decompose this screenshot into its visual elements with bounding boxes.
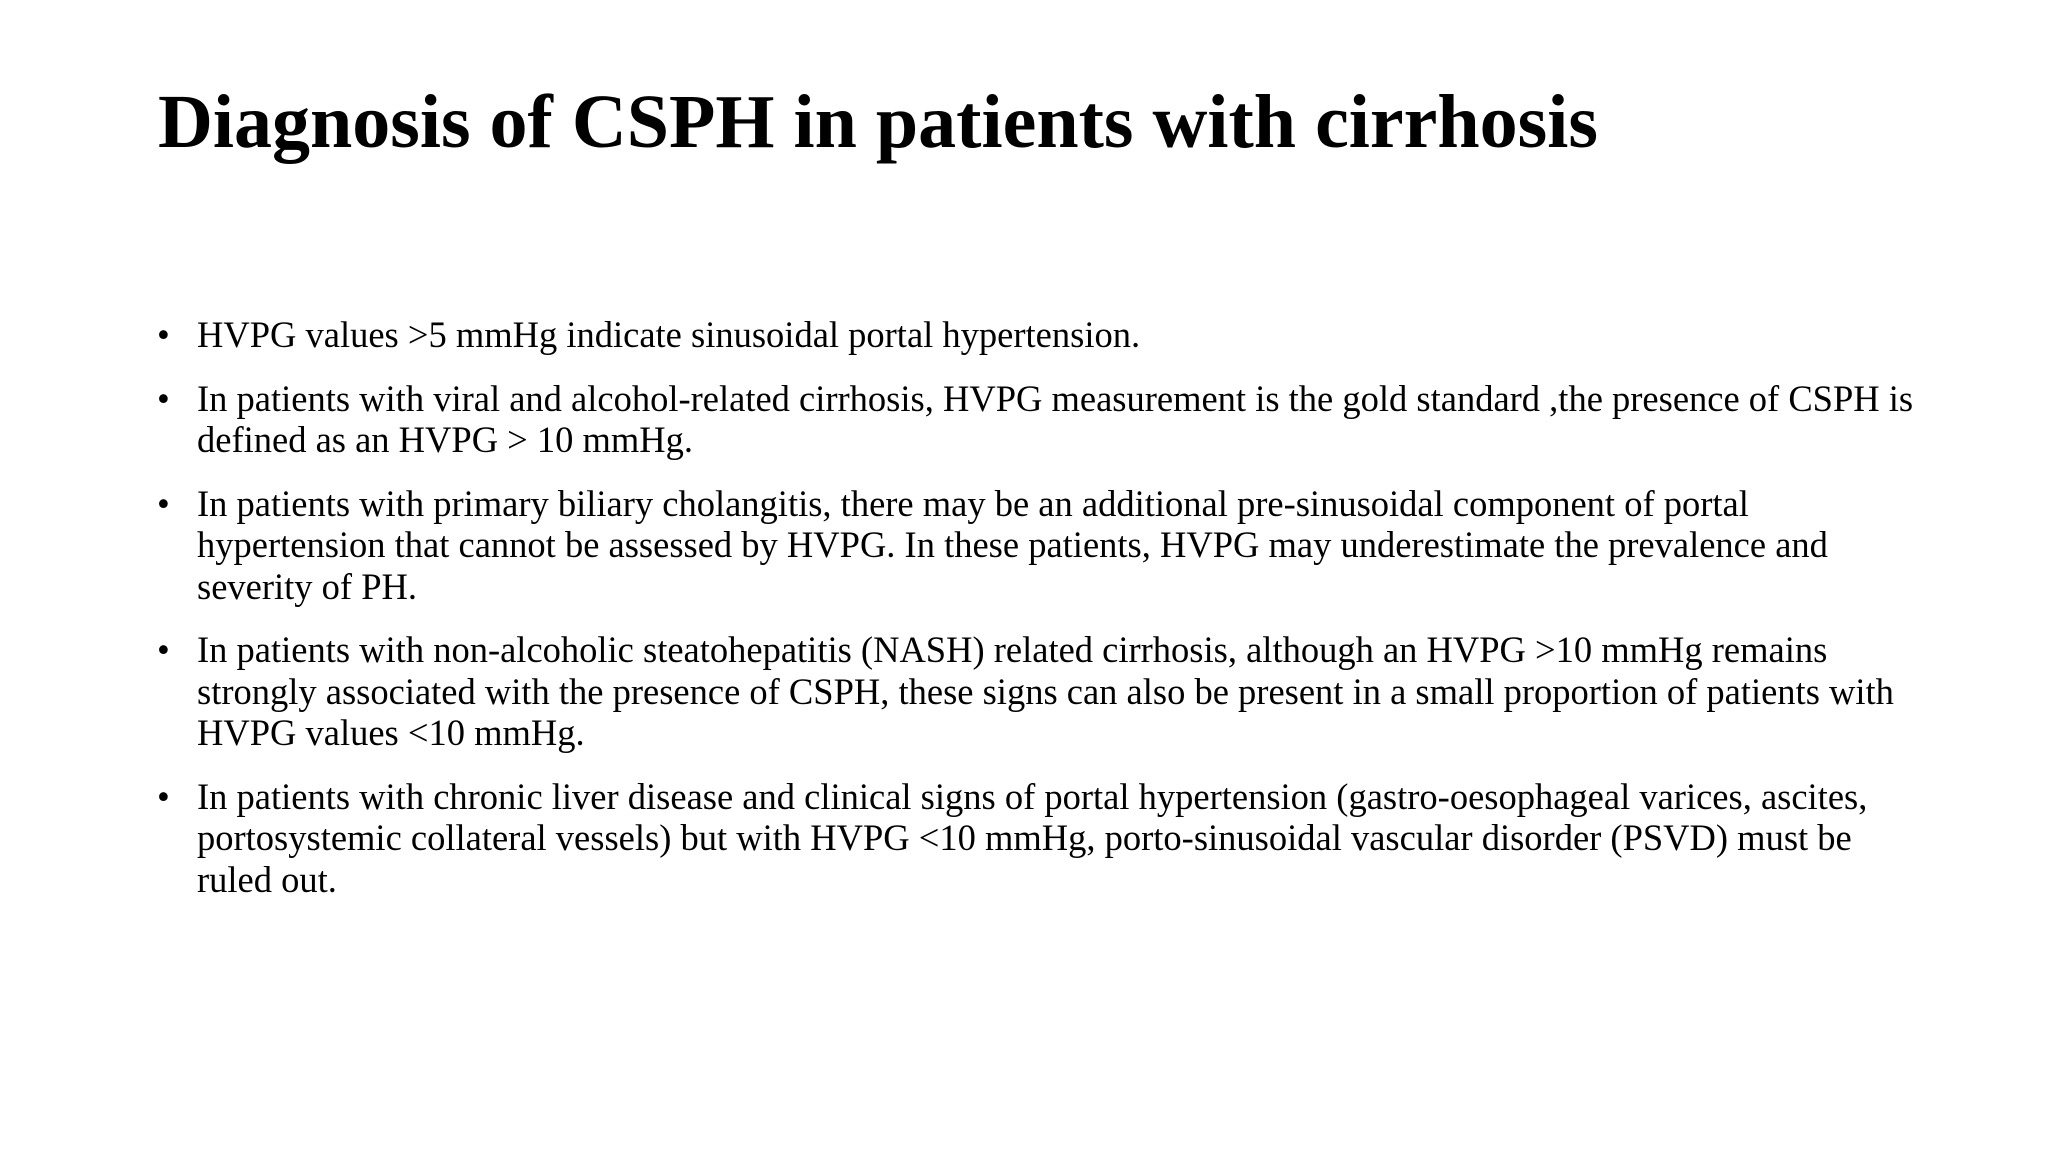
- bullet-dot-icon: •: [157, 629, 170, 670]
- bullet-dot-icon: •: [157, 377, 170, 419]
- bullet-dot-icon: •: [157, 482, 170, 524]
- bullet-text: In patients with non-alcoholic steatohepatitis (NASH) related cirrhosis, although an HVPG >10 mmHg remains strongly associated with the presence of CSPH, these signs can also be present in a small proportion of patients with HVPG values <10 mmHg.: [197, 629, 1894, 753]
- bullet-dot-icon: •: [157, 314, 170, 355]
- slide-title: Diagnosis of CSPH in patients with cirrhosis: [158, 80, 1598, 164]
- bullet-dot-icon: •: [157, 775, 170, 817]
- bullet-item: [157, 483, 1917, 608]
- bullet-text: HVPG values >5 mmHg indicate sinusoidal portal hypertension.: [197, 314, 1141, 355]
- bullet-item: [157, 629, 1917, 754]
- bullet-item: [157, 378, 1917, 461]
- bullet-text: In patients with viral and alcohol-related cirrhosis, HVPG measurement is the gold standard ,the presence of CSPH is defined as an HVPG > 10 mmHg.: [197, 377, 1914, 460]
- bullet-item: [157, 314, 1917, 356]
- bullet-text: In patients with primary biliary cholangitis, there may be an additional pre-sinusoidal component of portal hypertension that cannot be assessed by HVPG. In these patients, HVPG may underestimate the prevalence and severity of PH.: [197, 482, 1828, 607]
- bullet-text: In patients with chronic liver disease and clinical signs of portal hypertension (gastro-oesophageal varices, ascites, portosystemic collateral vessels) but with HVPG <10 mmHg, porto-sinusoidal vascular disorder (PSVD) must be ruled out.: [197, 775, 1868, 900]
- bullet-item: [157, 776, 1917, 901]
- bullet-list: [157, 314, 1917, 922]
